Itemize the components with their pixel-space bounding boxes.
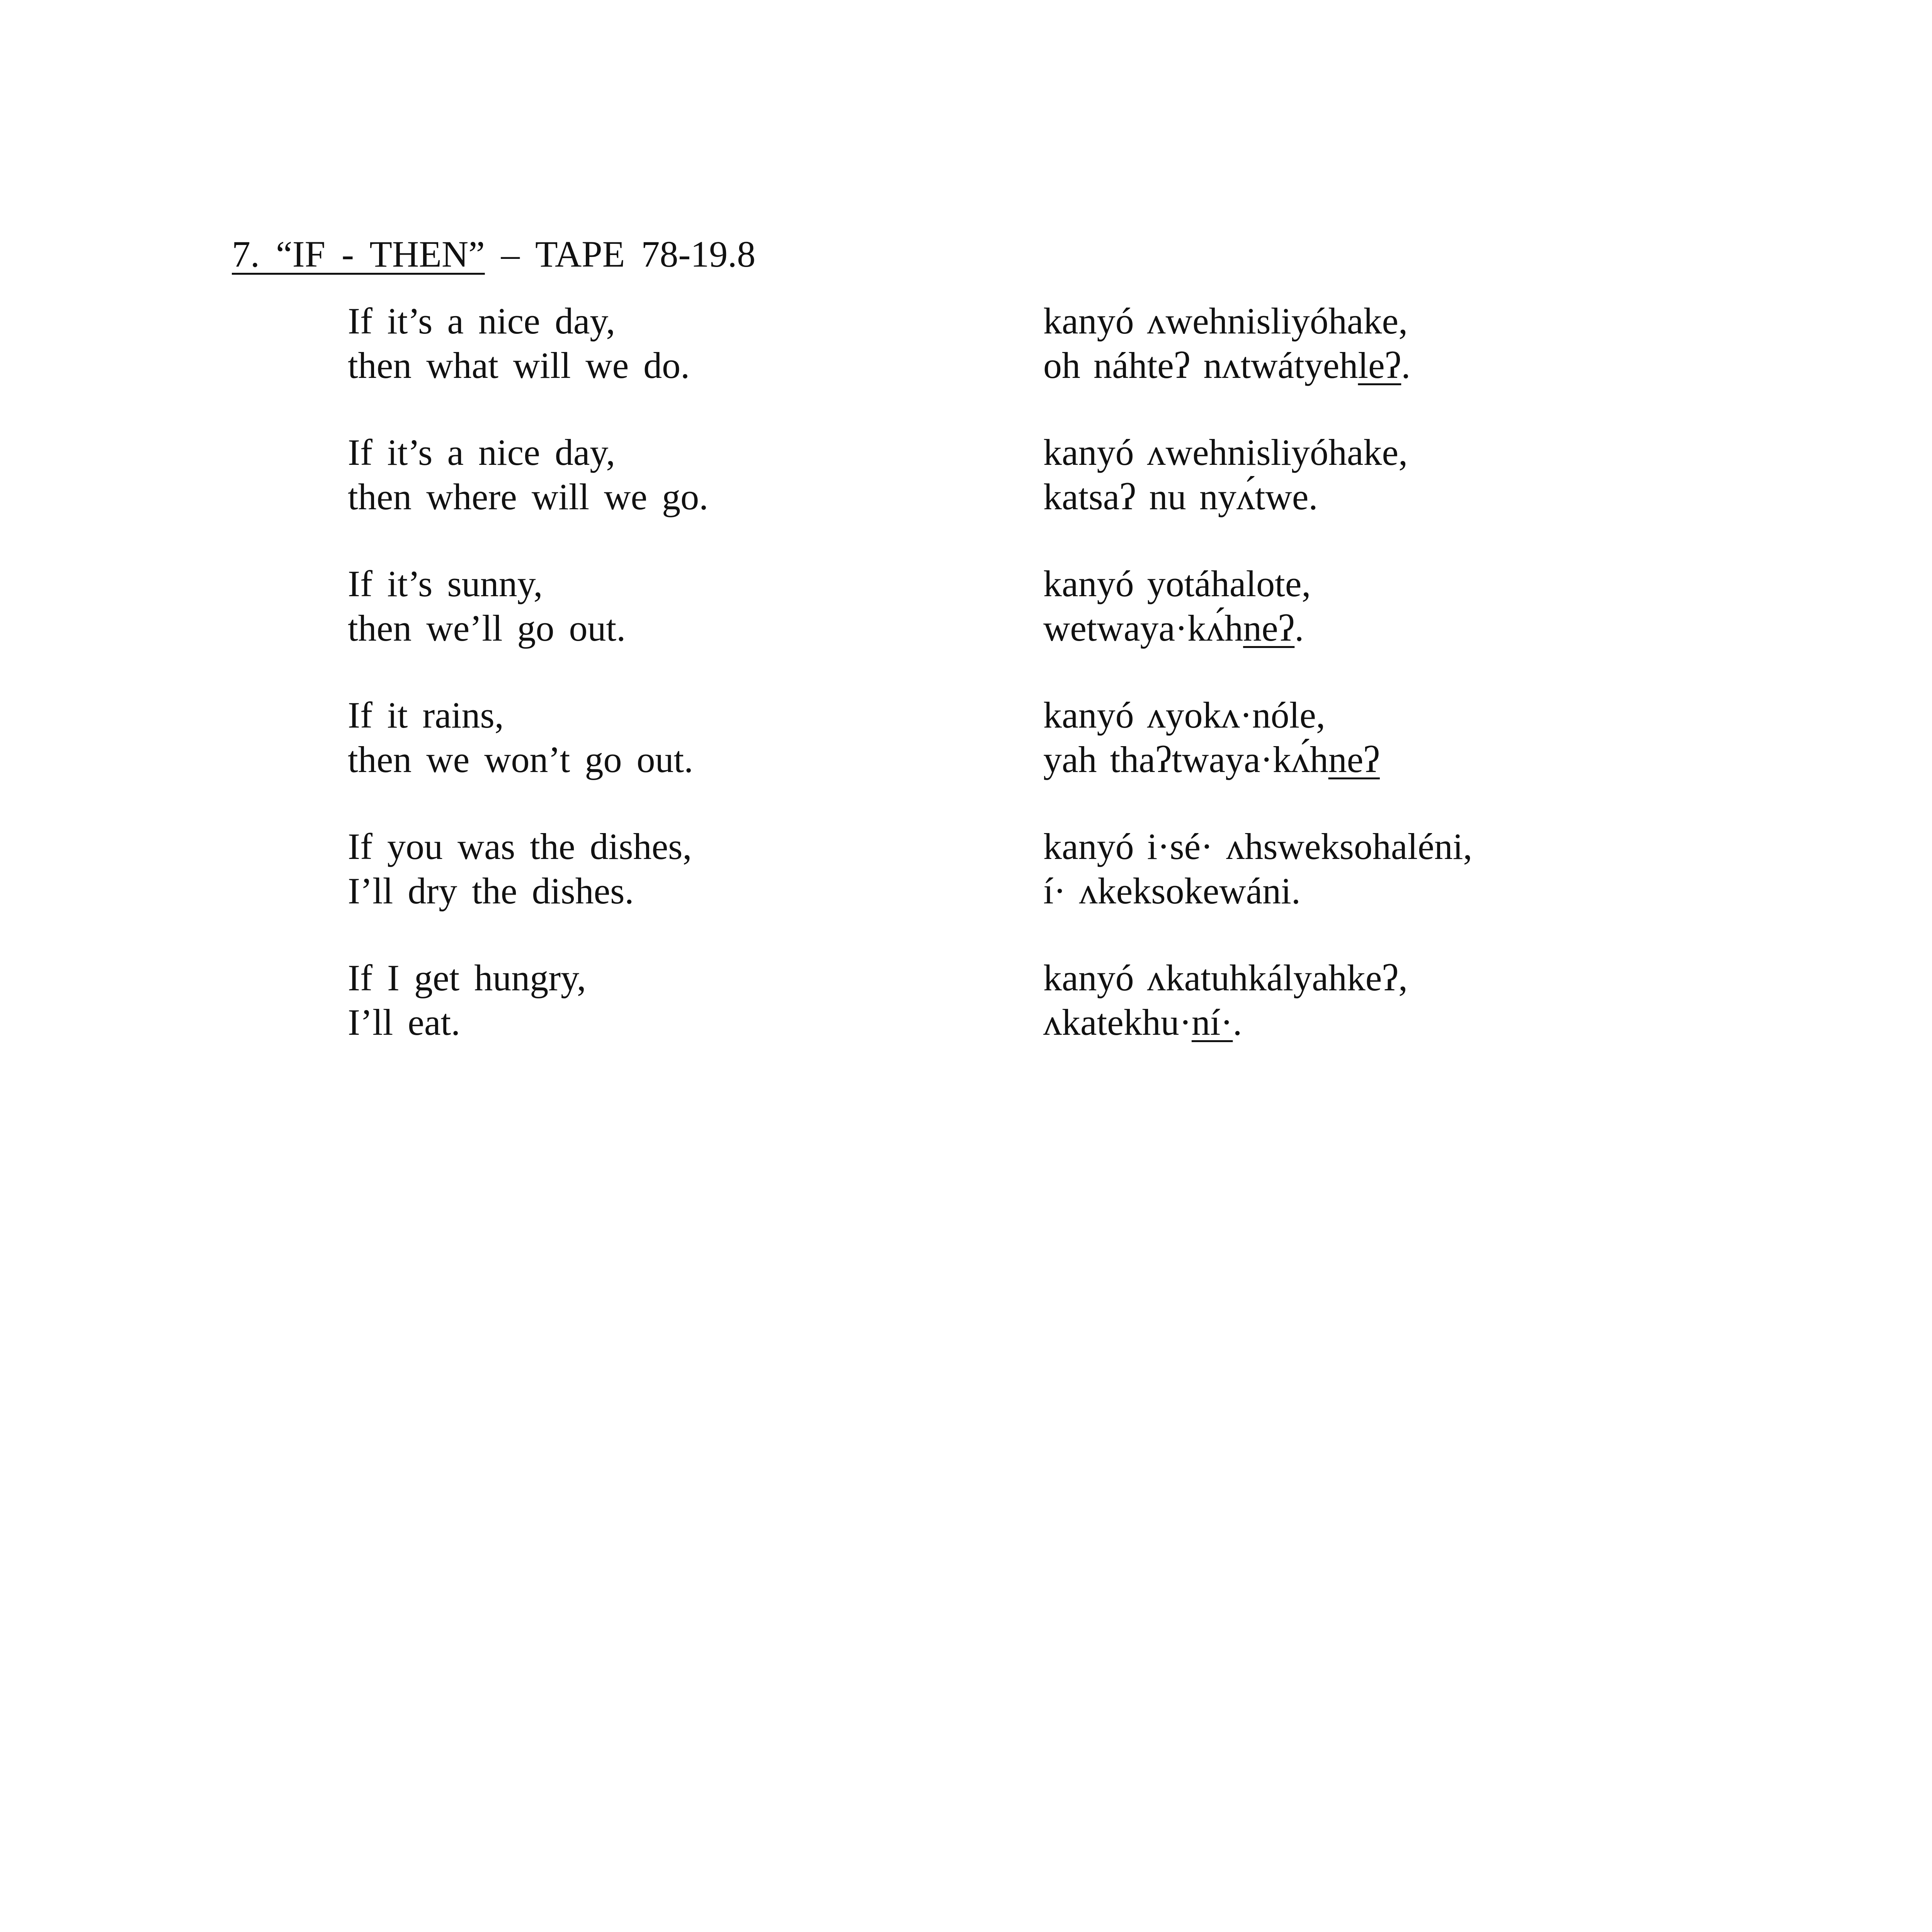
oneida-line [1043,299,1410,343]
english-line: I’ll eat. [348,1002,461,1043]
text-segment: ʌkatekhu· [1043,1002,1192,1043]
text-segment: kanyó ʌwehnisliyóhake, [1043,300,1408,342]
oneida-line [1043,343,1410,388]
oneida-sentence [1043,824,1472,913]
english-sentence [348,693,693,782]
oneida-sentence [1043,956,1408,1044]
oneida-sentence [1043,430,1408,519]
english-line: If it’s sunny, [348,563,543,604]
oneida-line [1043,869,1472,913]
english-line: If you was the dishes, [348,826,692,867]
text-segment: kanyó yotáhalote, [1043,563,1311,604]
english-line: then what will we do. [348,345,690,386]
text-segment: . [1294,607,1304,649]
text-segment: wetwaya·kʌ́h [1043,607,1243,649]
english-sentence [348,824,692,913]
oneida-line [1043,1000,1408,1044]
english-line: If I get hungry, [348,957,586,998]
section-title: 7. “IF - THEN” [232,233,485,275]
english-line: then we’ll go out. [348,607,626,649]
oneida-sentence [1043,693,1380,782]
oneida-line [1043,474,1408,519]
english-line: I’ll dry the dishes. [348,870,634,912]
oneida-line [1043,606,1311,650]
text-segment: . [1233,1002,1242,1043]
oneida-sentence [1043,299,1410,388]
text-segment: kanyó ʌyokʌ·nóle, [1043,694,1325,736]
underlined-segment: neʔ [1243,607,1295,649]
english-sentence [348,561,626,650]
underlined-segment: ní· [1191,1002,1233,1043]
text-segment: kanyó ʌwehnisliyóhake, [1043,432,1408,473]
english-line: If it’s a nice day, [348,432,616,473]
oneida-line [1043,561,1311,606]
underlined-segment: neʔ [1328,739,1380,780]
english-line: then we won’t go out. [348,739,694,780]
text-segment: kanyó i·sé· ʌhsweksohaléni, [1043,826,1473,867]
oneida-line [1043,824,1472,869]
english-line: then where will we go. [348,476,709,517]
oneida-line [1043,956,1408,1000]
oneida-line [1043,430,1408,474]
heading-separator: – [485,233,536,275]
text-segment: í· ʌkeksokewáni. [1043,870,1301,912]
text-segment: yah thaʔtwaya·kʌ́h [1043,739,1328,780]
text-segment: katsaʔ nu nyʌ́twe. [1043,476,1318,517]
oneida-line [1043,737,1380,782]
oneida-sentence [1043,561,1311,650]
text-segment: . [1401,345,1411,386]
underlined-segment: leʔ [1358,345,1401,386]
english-line: If it rains, [348,694,504,736]
english-sentence [348,430,708,519]
text-segment: oh náhteʔ nʌtwátyeh [1043,345,1358,386]
text-segment: kanyó ʌkatuhkályahkeʔ, [1043,957,1408,998]
tape-reference: TAPE 78-19.8 [535,233,756,275]
english-sentence [348,956,586,1044]
section-heading [232,231,755,277]
oneida-line [1043,693,1380,737]
english-line: If it’s a nice day, [348,300,616,342]
english-sentence [348,299,690,388]
